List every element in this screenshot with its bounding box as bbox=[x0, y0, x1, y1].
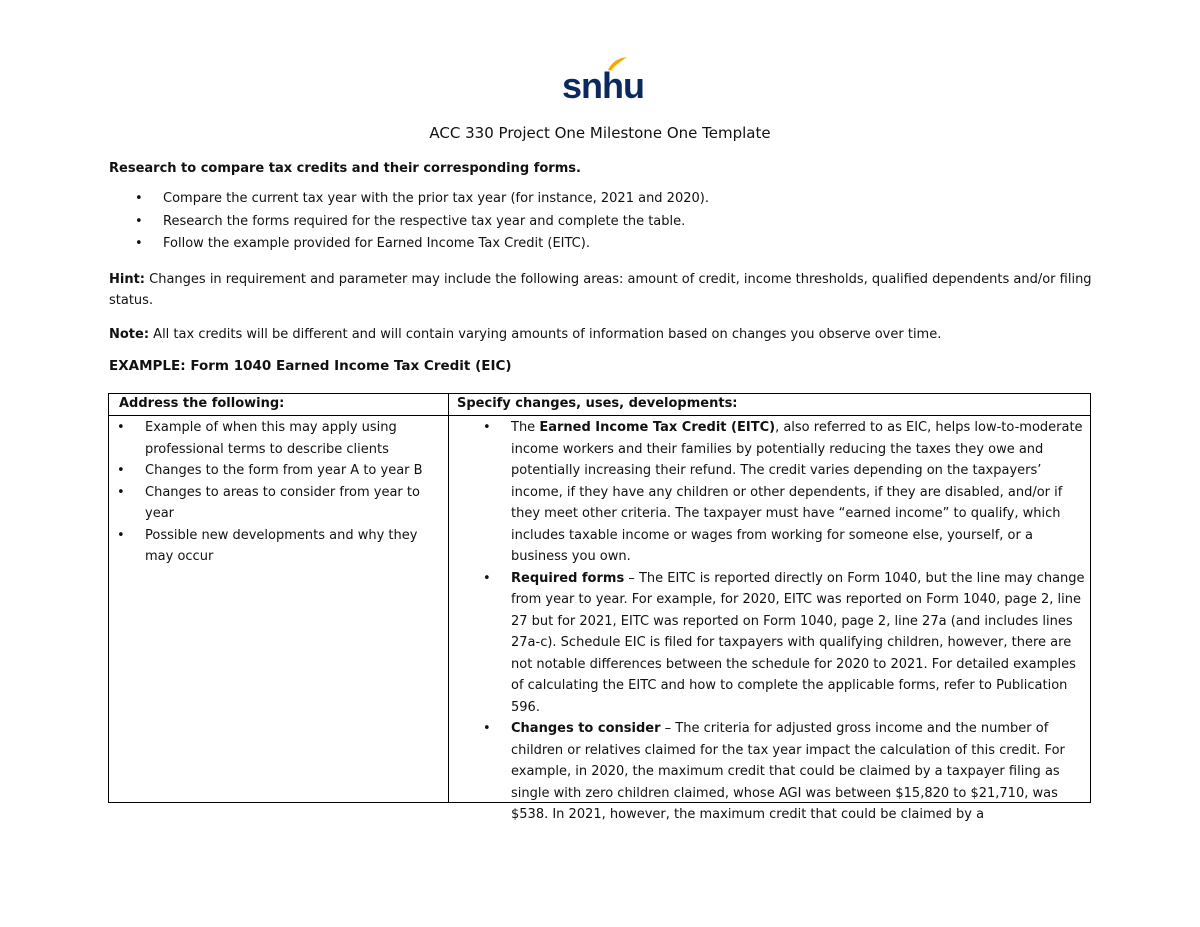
instruction-item: • Research the forms required for the respective tax year and complete the table. bbox=[109, 211, 709, 234]
note-text: All tax credits will be different and will contain varying amounts of information based on changes you observe over time. bbox=[149, 327, 942, 342]
specify-item-prefix: The bbox=[511, 420, 540, 435]
note-label: Note: bbox=[109, 327, 150, 342]
table-header-left: Address the following: bbox=[119, 396, 285, 411]
logo-wordmark: snhu bbox=[562, 65, 644, 106]
specify-item-eitc bbox=[475, 417, 1087, 568]
specify-item-term: Changes to consider bbox=[511, 721, 661, 736]
specify-item-required-forms bbox=[475, 568, 1087, 719]
table-clip bbox=[109, 394, 1090, 822]
table-header-right: Specify changes, uses, developments: bbox=[457, 396, 738, 411]
specify-item-text: – The criteria for adjusted gross income and the number of children or relatives claimed for the tax year impact the calculation of this credit. For example, in 2020, the maximum credit that could be claimed by a taxpayer filing as single with zero children claimed, whose AGI was between $15,820 to $21,710, was $538. In 2021, however, the maximum credit that could be claimed by a bbox=[511, 721, 1065, 822]
table-column-divider bbox=[448, 394, 449, 802]
address-item: • Changes to the form from year A to year B bbox=[109, 460, 439, 482]
specify-item-changes bbox=[475, 718, 1087, 826]
table-header-divider bbox=[109, 415, 1090, 416]
specify-item-term: Earned Income Tax Credit (EITC) bbox=[539, 420, 776, 435]
intro-heading: Research to compare tax credits and their corresponding forms. bbox=[109, 161, 581, 176]
hint-text: Changes in requirement and parameter may include the following areas: amount of credit, income thresholds, qualified dependents and/or filing status. bbox=[109, 272, 1092, 308]
snhu-logo bbox=[562, 56, 644, 106]
document-title: ACC 330 Project One Milestone One Template bbox=[429, 124, 771, 142]
address-list bbox=[109, 417, 439, 568]
example-table bbox=[108, 393, 1091, 822]
specify-item-text: , also referred to as EIC, helps low-to-moderate income workers and their families by potentially reducing the taxes they owe and potentially increasing their refund. The credit varies depending on the taxpayers’ income, if they have any children or other dependents, if they are disabled, and/or if they meet other criteria. The taxpayer must have “earned income” to qualify, which includes taxable income or wages from working for someone else, yourself, or a business you own. bbox=[511, 420, 1083, 564]
hint-label: Hint: bbox=[109, 272, 146, 287]
specify-list bbox=[475, 417, 1087, 826]
specify-item-term: Required forms bbox=[511, 570, 625, 586]
specify-item-text: – The EITC is reported directly on Form 1040, but the line may change from year to year. For example, for 2020, EITC was reported on Form 1040, page 2, line 27 but for 2021, EITC was reported on Form 1040, page 2, line 27a (and includes lines 27a-c). Schedule EIC is filed for taxpayers with qualifying children, however, there are not notable differences between the schedule for 2020 to 2021. For detailed examples of calculating the EITC and how to complete the applicable forms, refer to Publication 596. bbox=[511, 570, 1085, 715]
instruction-item: • Follow the example provided for Earned Income Tax Credit (EITC). bbox=[109, 233, 709, 256]
address-item: • Example of when this may apply using professional terms to describe clients bbox=[109, 417, 439, 460]
example-heading: EXAMPLE: Form 1040 Earned Income Tax Credit (EIC) bbox=[109, 358, 512, 374]
address-item: • Possible new developments and why they may occur bbox=[109, 525, 439, 568]
instruction-list bbox=[109, 188, 709, 256]
note-paragraph bbox=[109, 324, 1099, 345]
instruction-item: • Compare the current tax year with the prior tax year (for instance, 2021 and 2020). bbox=[109, 188, 709, 211]
address-item: • Changes to areas to consider from year to year bbox=[109, 482, 439, 525]
hint-paragraph bbox=[109, 269, 1099, 311]
